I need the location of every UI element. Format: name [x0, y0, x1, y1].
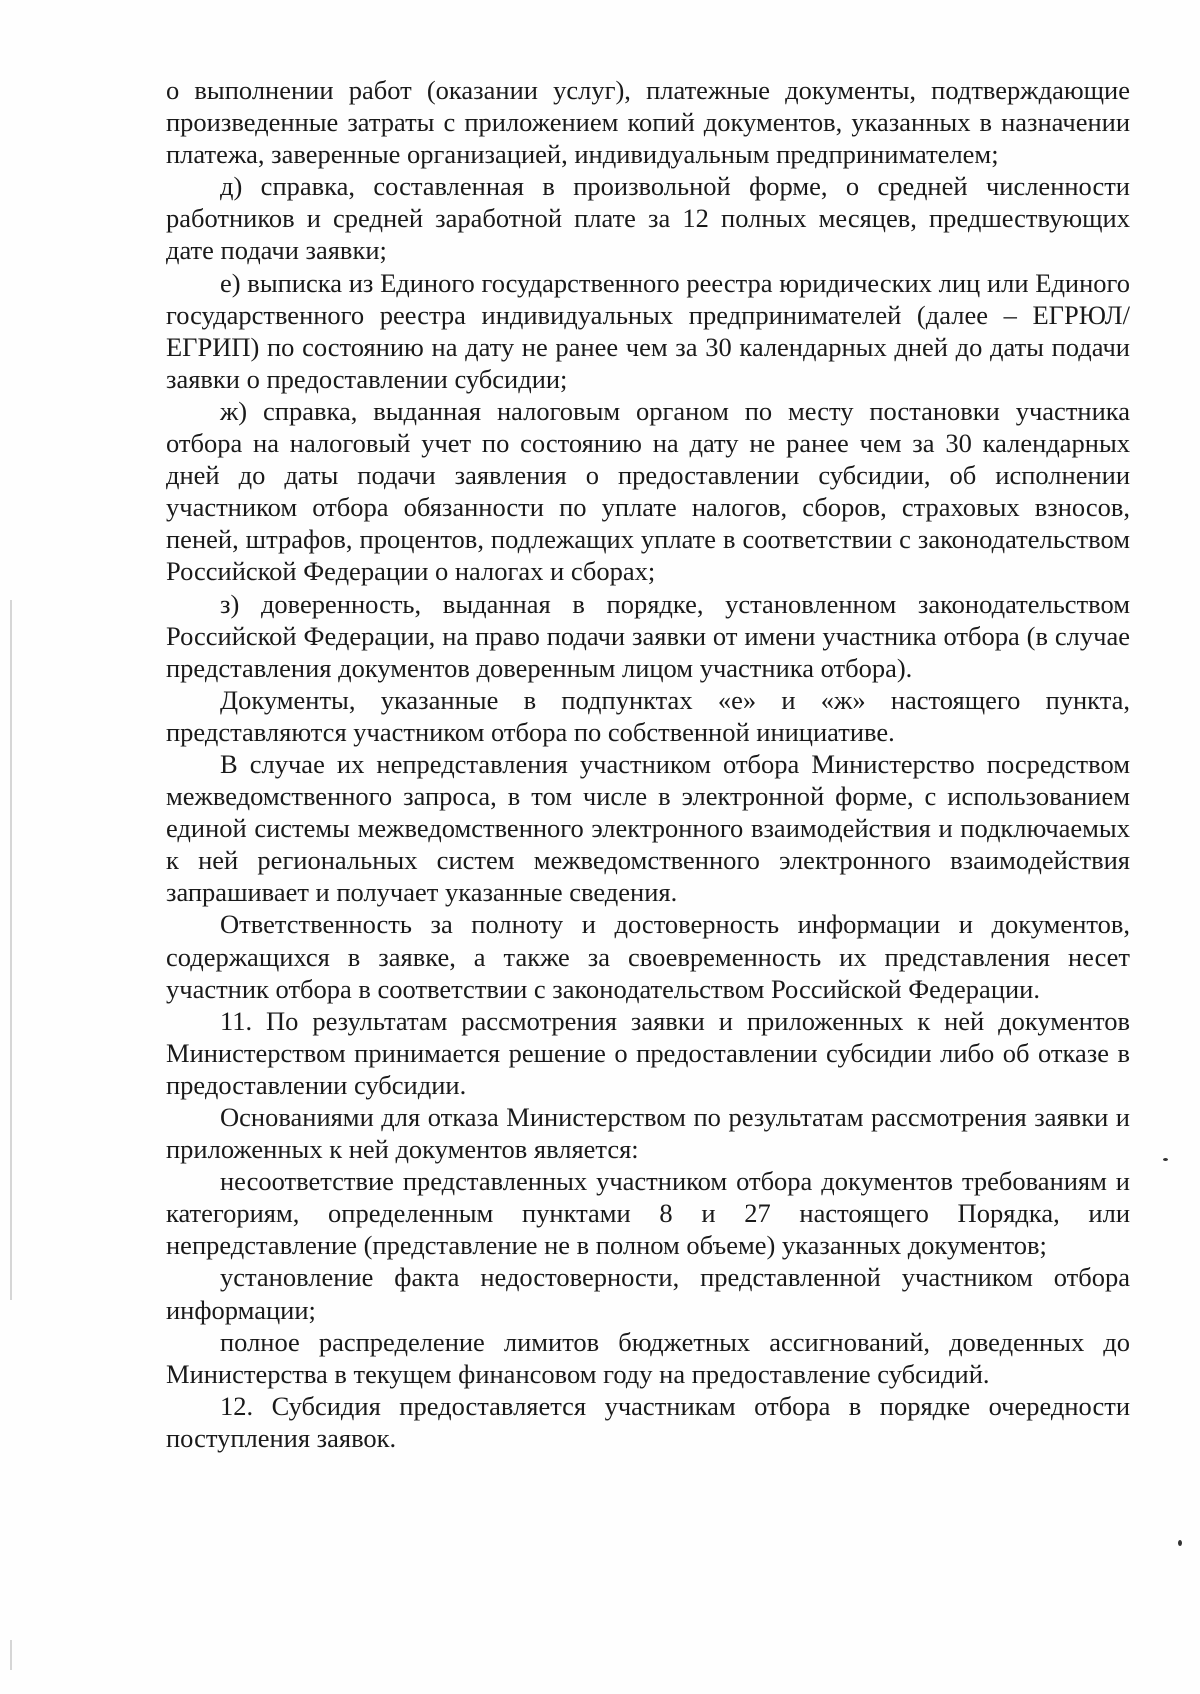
- scan-speck: [1178, 1540, 1182, 1546]
- paragraph-documents-initiative: Документы, указанные в подпунктах «е» и «ж» настоящего пункта, представляются участником отбора по собственной инициативе.: [166, 684, 1130, 747]
- scan-edge-mark: [10, 600, 12, 1300]
- paragraph-refusal-grounds: Основаниями для отказа Министерством по результатам рассмотрения заявки и приложенных к ней документов является:: [166, 1102, 1130, 1165]
- paragraph-item-zh: ж) справка, выданная налоговым органом по месту постановки участника отбора на налоговый учет по состоянию на дату не ранее чем за 30 календарных дней до даты подачи заявления о предоставлении субсидии, об исполнении участником отбора обязанности по уплате налогов, сборов, страховых взносов, пеней, штрафов, процентов, подлежащих уплате в соответствии с законодательством Российской Федерации о налогах и сборах;: [166, 395, 1130, 587]
- paragraph-interagency-request: В случае их непредставления участником отбора Министерство посредством межведомственного запроса, в том числе в электронной форме, с использованием единой системы межведомственного электронного взаимодействия и подключаемых к ней региональных систем межведомственного электронного взаимодействия запрашивает и получает указанные сведения.: [166, 748, 1130, 908]
- paragraph-item-d: д) справка, составленная в произвольной форме, о средней численности работников и средней заработной плате за 12 полных месяцев, предшествующих дате подачи заявки;: [166, 171, 1130, 266]
- paragraph-responsibility: Ответственность за полноту и достоверность информации и документов, содержащихся в заявке, а также за своевременность их представления несет участник отбора в соответствии с законодательством Российской Федерации.: [166, 909, 1130, 1004]
- scan-speck: [1163, 1158, 1168, 1161]
- paragraph-section-11: 11. По результатам рассмотрения заявки и приложенных к ней документов Министерством принимается решение о предоставлении субсидии либо об отказе в предоставлении субсидии.: [166, 1005, 1130, 1100]
- paragraph-item-z: з) доверенность, выданная в порядке, установленном законодательством Российской Федерации, на право подачи заявки от имени участника отбора (в случае представления документов доверенным лицом участника отбора).: [166, 588, 1130, 683]
- document-body: [166, 74, 1130, 1454]
- scan-edge-mark: [10, 1640, 12, 1670]
- paragraph-ground-inaccuracy: установление факта недостоверности, представленной участником отбора информации;: [166, 1262, 1130, 1325]
- paragraph-item-e: е) выписка из Единого государственного реестра юридических лиц или Единого государственного реестра индивидуальных предпринимателей (далее – ЕГРЮЛ/ЕГРИП) по состоянию на дату не ранее чем за 30 календарных дней до даты подачи заявки о предоставлении субсидии;: [166, 267, 1130, 394]
- paragraph-ground-limits: полное распределение лимитов бюджетных ассигнований, доведенных до Министерства в текущем финансовом году на предоставление субсидий.: [166, 1326, 1130, 1389]
- paragraph-ground-noncompliance: несоответствие представленных участником отбора документов требованиям и категориям, определенным пунктами 8 и 27 настоящего Порядка, или непредставление (представление не в полном объеме) указанных документов;: [166, 1166, 1130, 1261]
- paragraph-continuation: о выполнении работ (оказании услуг), платежные документы, подтверждающие произведенные затраты с приложением копий документов, указанных в назначении платежа, заверенные организацией, индивидуальным предпринимателем;: [166, 75, 1130, 170]
- paragraph-section-12: 12. Субсидия предоставляется участникам отбора в порядке очередности поступления заявок.: [166, 1390, 1130, 1453]
